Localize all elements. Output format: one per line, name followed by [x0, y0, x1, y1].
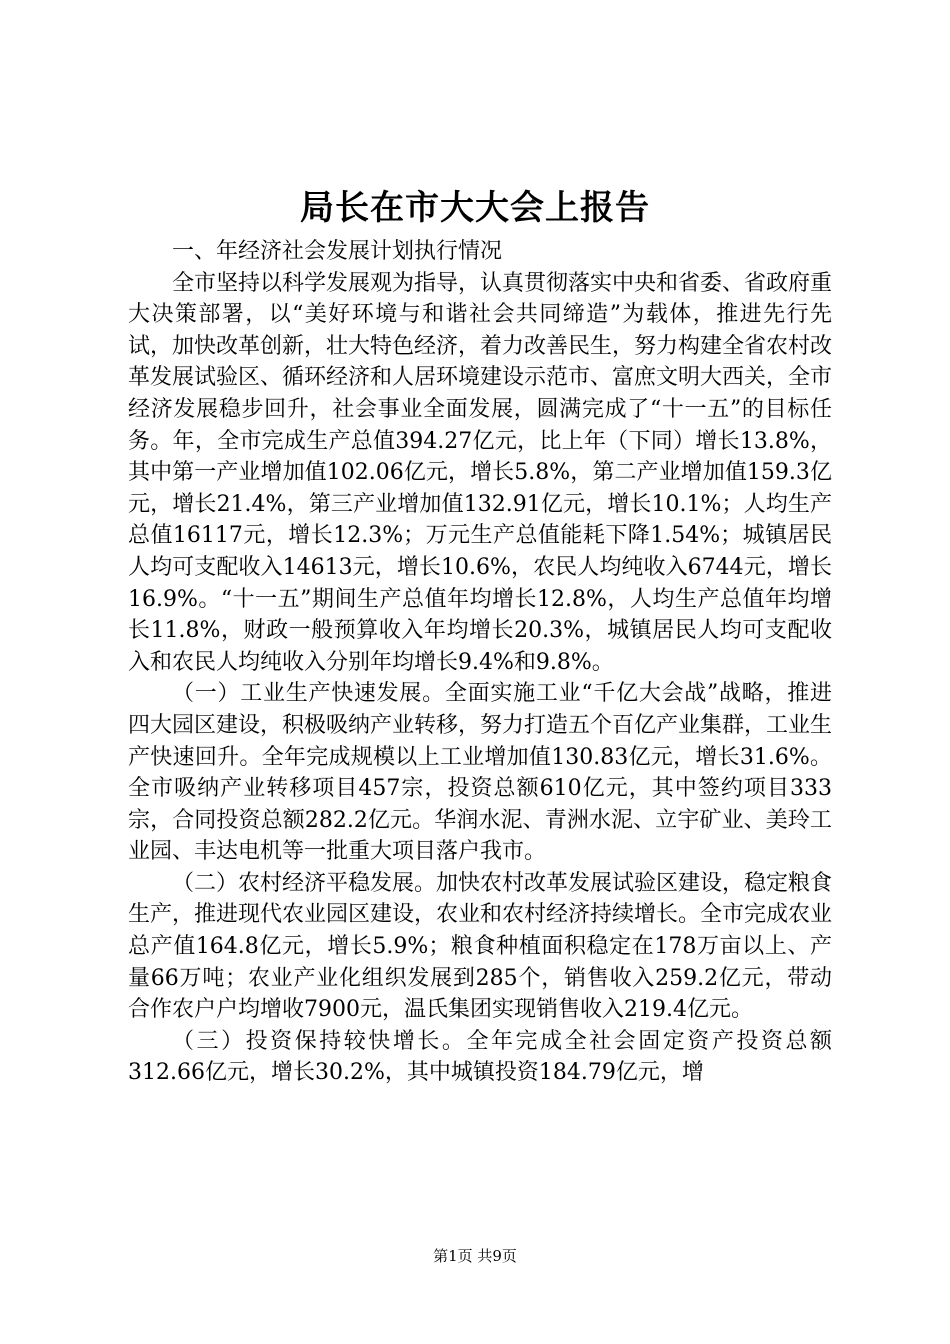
page-footer: 第1页 共9页 — [433, 1247, 517, 1265]
paragraph-agriculture: （二）农村经济平稳发展。加快农村改革发展试验区建设，稳定粮食生产，推进现代农业园区建设，农业和农村经济持续增长。全市完成农业总产值164.8亿元，增长5.9%；粮食种植面积稳定在178万亩以上、产量66万吨；农业产业化组织发展到285个，销售收入259.2亿元，带动合作农户户均增收7900元，温氏集团实现销售收入219.4亿元。 — [128, 870, 833, 1023]
document-title: 局长在市大大会上报告 — [300, 188, 650, 228]
paragraph-investment: （三）投资保持较快增长。全年完成全社会固定资产投资总额312.66亿元，增长30.2%，其中城镇投资184.79亿元，增 — [128, 1028, 832, 1086]
paragraph-industry: （一）工业生产快速发展。全面实施工业“千亿大会战”战略，推进四大园区建设，积极吸纳产业转移，努力打造五个百亿产业集群，工业生产快速回升。全年完成规模以上工业增加值130.83亿元，增长31.6%。全市吸纳产业转移项目457宗，投资总额610亿元，其中签约项目333宗，合同投资总额282.2亿元。华润水泥、青洲水泥、立宇矿业、美玲工业园、丰达电机等一批重大项目落户我市。 — [128, 681, 833, 865]
section-heading: 一、年经济社会发展计划执行情况 — [172, 239, 503, 264]
paragraph-overview: 全市坚持以科学发展观为指导，认真贯彻落实中央和省委、省政府重大决策部署，以“美好环境与和谐社会共同缔造”为载体，推进先行先试，加快改革创新，壮大特色经济，着力改善民生，努力构建全省农村改革发展试验区、循环经济和人居环境建设示范市、富庶文明大西关，全市经济发展稳步回升，社会事业全面发展，圆满完成了“十一五”的目标任务。年，全市完成生产总值394.27亿元，比上年（下同）增长13.8%，其中第一产业增加值102.06亿元，增长5.8%，第二产业增加值159.3亿元，增长21.4%，第三产业增加值132.91亿元，增长10.1%；人均生产总值16117元，增长12.3%；万元生产总值能耗下降1.54%；城镇居民人均可支配收入14613元，增长10.6%，农民人均纯收入6744元，增长16.9%。“十一五”期间生产总值年均增长12.8%，人均生产总值年均增长11.8%，财政一般预算收入年均增长20.3%，城镇居民人均可支配收入和农民人均纯收入分别年均增长9.4%和9.8%。 — [128, 270, 833, 675]
document-body — [128, 236, 832, 1089]
